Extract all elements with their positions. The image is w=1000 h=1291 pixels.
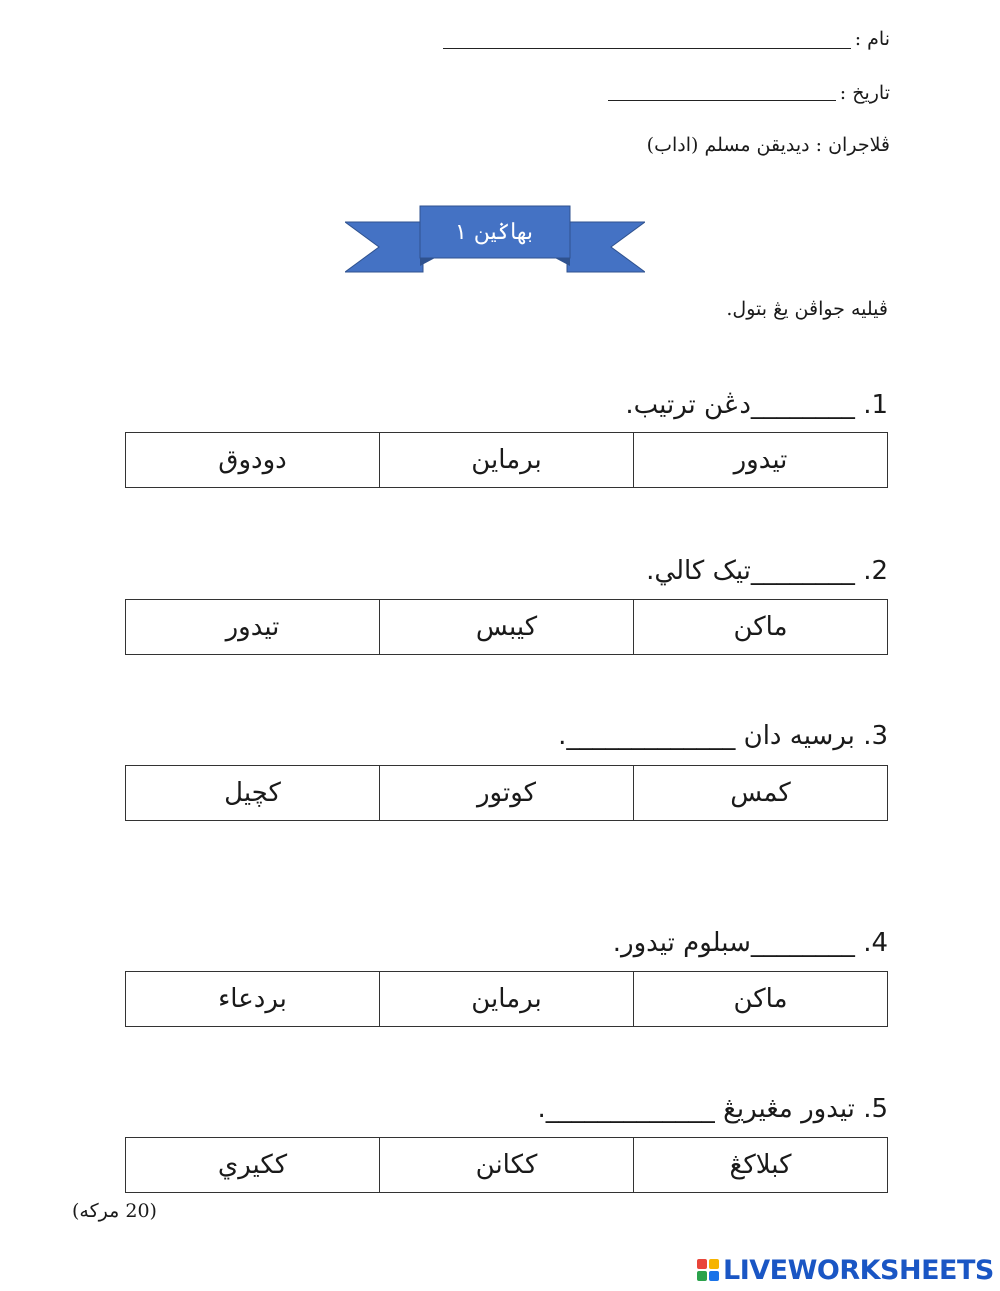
option-a[interactable]: ماکن (634, 972, 888, 1027)
question-number: 1. (863, 390, 888, 420)
option-a[interactable]: ماکن (634, 600, 888, 655)
question-text: تيک کالي. (646, 556, 751, 586)
question-number: 2. (863, 556, 888, 586)
question-3 (558, 721, 888, 751)
question-5 (538, 1094, 888, 1124)
question-number: 5. (863, 1094, 888, 1124)
logo-square-green (697, 1271, 707, 1281)
logo-square-yellow (709, 1259, 719, 1269)
option-a[interactable]: کمس (634, 766, 888, 821)
logo-text: LIVEWORKSHEETS (723, 1254, 994, 1286)
logo-square-red (697, 1259, 707, 1269)
ribbon-left-fold (420, 258, 435, 266)
question-text: برسيه دان (743, 721, 855, 751)
option-c[interactable]: کچيل (126, 766, 380, 821)
answer-blank[interactable]: _____________. (537, 1094, 715, 1124)
date-field[interactable] (608, 100, 836, 101)
option-a[interactable]: تيدور (634, 433, 888, 488)
options-row-2 (125, 599, 888, 655)
answer-blank[interactable]: ________ (750, 928, 855, 958)
instruction: ڤيليه جواڤن يڠ بتول. (726, 298, 888, 320)
question-text: سبلوم تيدور. (612, 928, 751, 958)
option-b[interactable]: برماين (380, 972, 634, 1027)
options-row-4 (125, 971, 888, 1027)
section-title: بهاݢين ١ (454, 219, 534, 245)
date-label: تاريخ : (839, 82, 890, 104)
ribbon-right-fold (555, 258, 570, 266)
option-b[interactable]: کيبس (380, 600, 634, 655)
options-row-5 (125, 1137, 888, 1193)
logo-icon (697, 1259, 719, 1281)
option-b[interactable]: برماين (380, 433, 634, 488)
ribbon-left-tail (345, 222, 423, 272)
ribbon-right-tail (567, 222, 645, 272)
option-b[interactable]: ککانن (380, 1138, 634, 1193)
name-field[interactable] (443, 48, 851, 49)
total-marks: (20 مرکه) (72, 1200, 157, 1222)
answer-blank[interactable]: ________ (750, 556, 855, 586)
question-number: 3. (863, 721, 888, 751)
liveworksheets-logo[interactable] (697, 1255, 994, 1285)
name-label: نام : (854, 28, 890, 50)
option-c[interactable]: بردعاء (126, 972, 380, 1027)
question-2 (646, 556, 888, 586)
options-row-1 (125, 432, 888, 488)
option-c[interactable]: دودوق (126, 433, 380, 488)
question-text: تيدور مڠيريڠ (723, 1094, 855, 1124)
logo-square-blue (709, 1271, 719, 1281)
question-4 (613, 928, 888, 958)
question-text: دڠن ترتيب. (625, 390, 751, 420)
options-row-3 (125, 765, 888, 821)
answer-blank[interactable]: _____________. (558, 721, 736, 751)
option-b[interactable]: کوتور (380, 766, 634, 821)
option-c[interactable]: تيدور (126, 600, 380, 655)
answer-blank[interactable]: ________ (750, 390, 855, 420)
option-c[interactable]: ککيري (126, 1138, 380, 1193)
option-a[interactable]: کبلاکڠ (634, 1138, 888, 1193)
question-1 (625, 390, 888, 420)
question-number: 4. (863, 928, 888, 958)
subject-title: ڤلاجران : ديديقن مسلم (اداب) (646, 134, 890, 156)
